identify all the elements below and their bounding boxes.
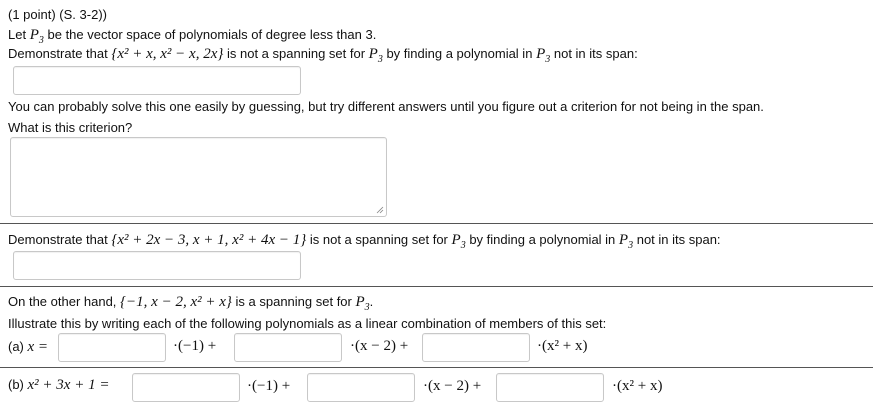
problem-points: (1 point) (S. 3-2)) (8, 7, 107, 22)
intro-description: be the vector space of polynomials of degree less than 3. (47, 27, 377, 42)
criterion-textarea[interactable] (10, 137, 387, 217)
part2-middle: is not a spanning set for (309, 232, 448, 247)
a-coefficient-1-input[interactable] (58, 333, 166, 362)
part1-suffix: not in its span: (553, 46, 638, 61)
part1-space-symbol-2: $P_3$ (536, 46, 551, 65)
b-coefficient-1-input[interactable] (132, 373, 240, 402)
part3-space-symbol: $P_3$ (355, 294, 370, 313)
part1-mid2: by finding a polynomial in (386, 46, 533, 61)
row-a-letter: (a) (8, 339, 24, 354)
part2-answer-input[interactable] (13, 251, 301, 280)
a-coefficient-2-input[interactable] (234, 333, 342, 362)
row-b-letter: (b) (8, 377, 24, 392)
part2-set: {x² + 2x − 3, x + 1, x² + 4x − 1} (111, 232, 307, 248)
part2-prompt (8, 232, 721, 251)
space-symbol: $P_3$ (29, 27, 44, 46)
divider (0, 286, 873, 287)
part1-set: {x² + x, x² − x, 2x} (111, 46, 224, 62)
row-b-label (8, 377, 109, 394)
b-term-2: ·(x − 2) + (423, 378, 482, 394)
part1-criterion-question: What is this criterion? (8, 120, 133, 135)
part3-prefix: On the other hand, (8, 294, 117, 309)
part3-middle: is a spanning set for (235, 294, 352, 309)
a-term-1: ·(−1) + (173, 338, 217, 354)
part3-set: {−1, x − 2, x² + x} (120, 294, 232, 310)
divider (0, 223, 873, 224)
part2-prefix: Demonstrate that (8, 232, 108, 247)
row-a-polynomial: x = (27, 339, 49, 355)
b-term-3: ·(x² + x) (612, 378, 663, 394)
part2-suffix: not in its span: (636, 232, 721, 247)
part1-prefix: Demonstrate that (8, 46, 108, 61)
a-coefficient-3-input[interactable] (422, 333, 530, 362)
resize-grip-icon[interactable] (376, 206, 384, 214)
a-term-2: ·(x − 2) + (350, 338, 409, 354)
part1-answer-input[interactable] (13, 66, 301, 95)
part3-period: . (369, 294, 374, 309)
a-term-3: ·(x² + x) (537, 338, 588, 354)
b-coefficient-3-input[interactable] (496, 373, 604, 402)
row-b-polynomial: x² + 3x + 1 = (27, 377, 110, 393)
intro-line (8, 27, 376, 46)
part1-middle: is not a spanning set for (227, 46, 366, 61)
b-term-1: ·(−1) + (247, 378, 291, 394)
part2-space-symbol: $P_3$ (451, 232, 466, 251)
part2-space-symbol-2: $P_3$ (618, 232, 634, 251)
part1-hint: You can probably solve this one easily by guessing, but try different answers until you figure out a criterion for not being in the span. (8, 99, 764, 114)
part1-prompt (8, 46, 638, 65)
row-a-label (8, 339, 48, 356)
intro-let: Let (8, 27, 27, 42)
part1-space-symbol: $P_3$ (368, 46, 383, 65)
part3-instruction: Illustrate this by writing each of the following polynomials as a linear combination of members of this set: (8, 316, 607, 331)
part3-prompt (8, 294, 373, 313)
divider (0, 367, 873, 368)
b-coefficient-2-input[interactable] (307, 373, 415, 402)
part2-mid2: by finding a polynomial in (469, 232, 616, 247)
